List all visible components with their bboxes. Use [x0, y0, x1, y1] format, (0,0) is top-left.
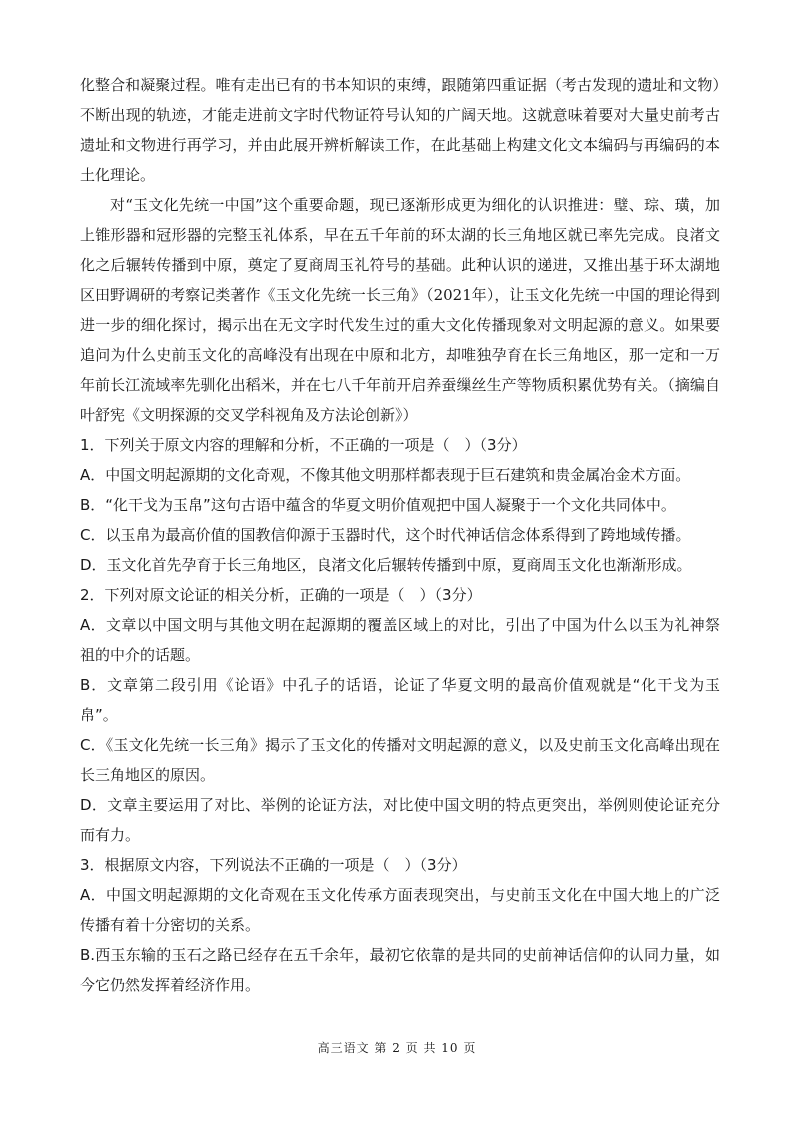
question-option: B．“化干戈为玉帛”这句古语中蕴含的华夏文明价值观把中国人凝聚于一个文化共同体中。 — [80, 496, 676, 514]
question-option: D．文章主要运用了对比、举例的论证方法，对比使中国文明的特点更突出，举例则使论证充分而有力。 — [80, 796, 720, 844]
question-stem: 1．下列关于原文内容的理解和分析，不正确的一项是（ ）（3分） — [80, 436, 527, 454]
question-option: B．文章第二段引用《论语》中孔子的话语，论证了华夏文明的最高价值观就是“化干戈为玉帛”。 — [80, 676, 720, 724]
passage-paragraph-2: 对“玉文化先统一中国”这个重要命题，现已逐渐形成更为细化的认识推进：璧、琮、璜，加上锥形器和冠形器的完整玉礼体系，早在五千年前的环太湖的长三角地区就已率先完成。良渚文化之后辗转传播到中原，奠定了夏商周玉礼符号的基础。此种认识的递进，又推出基于环太湖地区田野调研的考察记类著作《玉文化先统一长三角》（2021年），让玉文化先统一中国的理论得到进一步的细化探讨，揭示出在无文字时代发生过的重大文化传播现象对文明起源的意义。如果要追问为什么史前玉文化的高峰没有出现在中原和北方，却唯独孕育在长三角地区，那一定和一万年前长江流域率先驯化出稻米，并在七八千年前开启养蚕缫丝生产等物质积累优势有关。（摘编自叶舒宪《文明探源的交叉学科视角及方法论创新》） — [80, 196, 720, 424]
passage-paragraph-1: 化整合和凝聚过程。唯有走出已有的书本知识的束缚，跟随第四重证据（考古发现的遗址和文物）不断出现的轨迹，才能走进前文字时代物证符号认知的广阔天地。这就意味着要对大量史前考古遗址和文物进行再学习，并由此展开辨析解读工作，在此基础上构建文化文本编码与再编码的本土化理论。 — [80, 76, 720, 184]
question-1 — [80, 430, 720, 580]
question-2 — [80, 580, 720, 850]
question-3 — [80, 850, 720, 1000]
question-option: C．以玉帛为最高价值的国教信仰源于玉器时代，这个时代神话信念体系得到了跨地域传播。 — [80, 526, 691, 544]
question-option: A．中国文明起源期的文化奇观在玉文化传承方面表现突出，与史前玉文化在中国大地上的广泛传播有着十分密切的关系。 — [80, 886, 720, 934]
question-option: A．文章以中国文明与其他文明在起源期的覆盖区域上的对比，引出了中国为什么以玉为礼神祭祖的中介的话题。 — [80, 616, 720, 664]
page-content — [80, 70, 720, 1000]
question-option: D．玉文化首先孕育于长三角地区，良渚文化后辗转传播到中原，夏商周玉文化也渐渐形成。 — [80, 556, 692, 574]
page-footer: 高三语文 第 2 页 共 10 页 — [317, 1041, 477, 1055]
question-option: C．《玉文化先统一长三角》揭示了玉文化的传播对文明起源的意义，以及史前玉文化高峰出现在长三角地区的原因。 — [80, 736, 720, 784]
question-option: A．中国文明起源期的文化奇观，不像其他文明那样都表现于巨石建筑和贵金属冶金术方面。 — [80, 466, 691, 484]
question-stem: 3．根据原文内容，下列说法不正确的一项是（ ）（3分） — [80, 856, 467, 874]
question-option: B.西玉东输的玉石之路已经存在五千余年，最初它依靠的是共同的史前神话信仰的认同力量，如今它仍然发挥着经济作用。 — [80, 946, 720, 994]
question-stem: 2．下列对原文论证的相关分析，正确的一项是（ ）（3分） — [80, 586, 482, 604]
